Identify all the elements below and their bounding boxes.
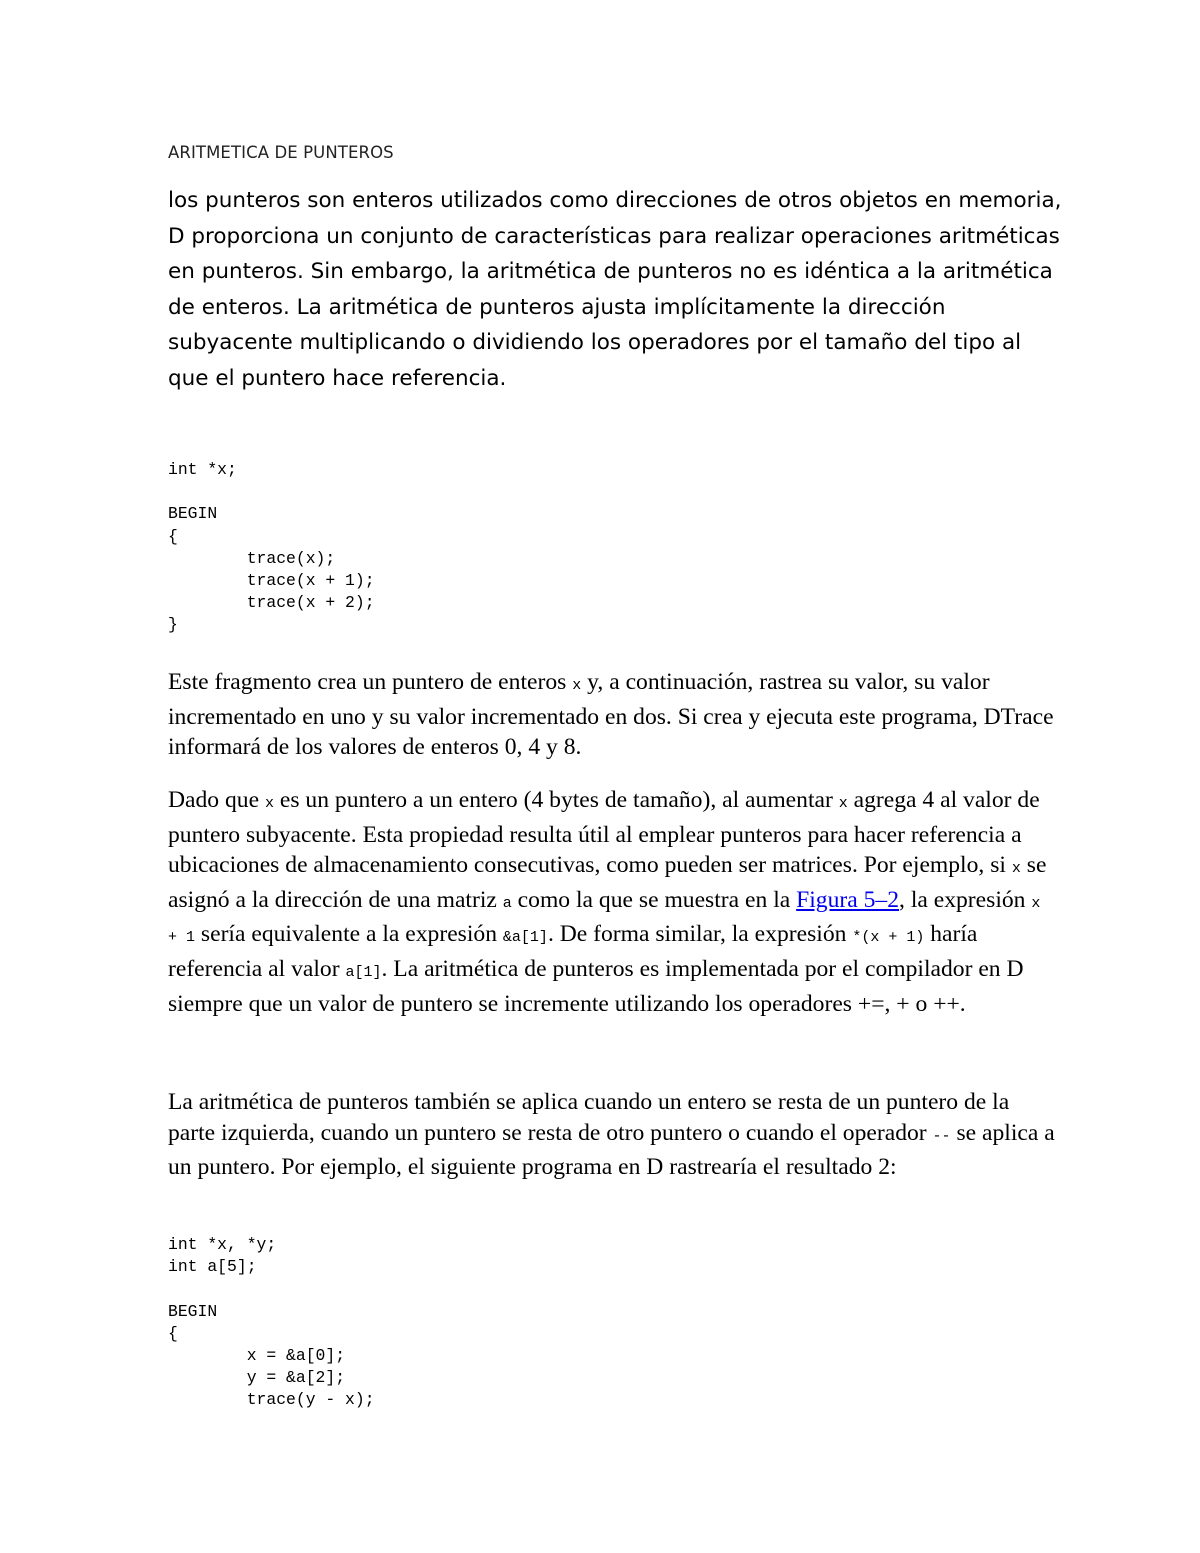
inline-code: x xyxy=(838,795,848,812)
inline-code: *(x + 1) xyxy=(852,929,925,947)
paragraph-3: La aritmética de punteros también se aplica cuando un entero se resta de un puntero de la parte izquierda, cuando un puntero se resta de otro puntero o cuando el operador -- se aplica a un puntero. Por ejemplo, el siguiente programa en D rastrearía el resultado 2: xyxy=(168,1089,1055,1181)
figure-link[interactable]: Figura 5–2 xyxy=(796,886,900,913)
code-block-2: int *x, *y; int a[5]; BEGIN { x = &a[0]; y = &a[2]; trace(y - x); xyxy=(168,1235,375,1410)
code-block-1: int *x; BEGIN { trace(x); trace(x + 1); trace(x + 2); } xyxy=(168,460,375,635)
inline-code: a xyxy=(502,894,512,912)
paragraph-1: Este fragmento crea un puntero de enteros x y, a continuación, rastrea su valor, su valor incrementado en uno y su valor incrementado en dos. Si crea y ejecuta este programa, DTrace informará de los valores de enteros 0, 4 y 8. xyxy=(168,669,1054,761)
inline-code: -- xyxy=(932,1127,951,1145)
inline-code: x xyxy=(1011,860,1021,878)
intro-paragraph: los punteros son enteros utilizados como direcciones de otros objetos en memoria, D proporciona un conjunto de características para realizar operaciones aritméticas en punteros. Sin embargo, la aritmética de punteros no es idéntica a la aritmética de enteros. La aritmética de punteros ajusta implícitamente la dirección subyacente multiplicando o dividiendo los operadores por el tamaño del tipo al que el puntero hace referencia. xyxy=(168,188,1062,391)
page-title: ARITMETICA DE PUNTEROS xyxy=(168,143,394,162)
paragraph-2: Dado que x es un puntero a un entero (4 bytes de tamaño), al aumentar x agrega 4 al valor de puntero subyacente. Esta propiedad resulta útil al emplear punteros para hacer referencia a ubicaciones de almacenamiento consecutivas, como pueden ser matrices. Por ejemplo, si x se asignó a la dirección de una matriz a como la que se muestra en la Figura 5–2, la expresión x + 1 sería equivalente a la expresión &a[1]. De forma similar, la expresión *(x + 1) haría referencia al valor a[1]. La aritmética de punteros es implementada por el compilador en D siempre que un valor de puntero se incremente utilizando los operadores +=, + o ++. xyxy=(168,787,1047,1017)
inline-code: &a[1] xyxy=(502,929,548,947)
inline-code: x xyxy=(572,677,582,694)
inline-code: x + 1 xyxy=(168,894,1041,947)
inline-code: a[1] xyxy=(345,963,382,981)
inline-code: x xyxy=(264,795,274,812)
